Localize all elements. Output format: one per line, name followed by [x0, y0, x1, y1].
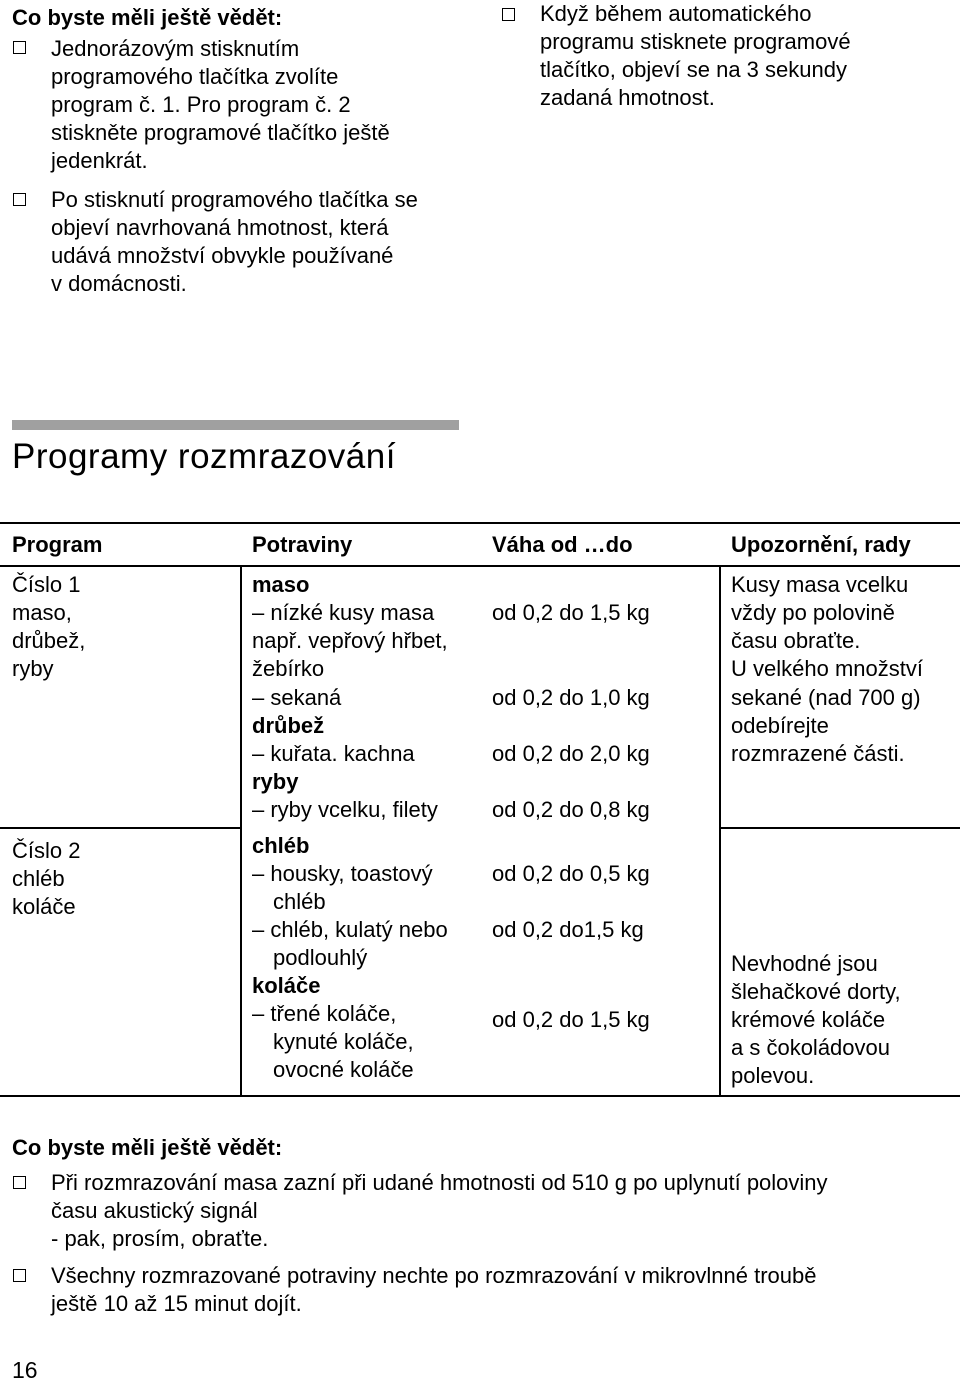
bottom-heading: Co byste měli ještě vědět: [12, 1135, 283, 1160]
food-item: – ryby vcelku, filety [252, 797, 438, 822]
weight-value: od 0,2 do 0,5 kg [492, 861, 650, 886]
row-divider [0, 827, 240, 829]
food-item: kynuté koláče, [273, 1029, 414, 1054]
bullet-line: objeví navrhovaná hmotnost, která [51, 215, 389, 240]
bullet-line: tlačítko, objeví se na 3 sekundy [540, 57, 847, 82]
program-cell: Číslo 1 [12, 572, 81, 597]
food-item: – chléb, kulatý nebo [252, 917, 448, 942]
bullet-line: času akustický signál [51, 1198, 258, 1223]
bullet-line: zadaná hmotnost. [540, 85, 715, 110]
bullet-line: v domácnosti. [51, 271, 187, 296]
tip-line: odebírejte [731, 713, 829, 738]
section-accent-bar [12, 420, 459, 430]
bullet-line: programu stisknete programové [540, 29, 851, 54]
bullet-line: jedenkrát. [51, 148, 148, 173]
bullet-line: Všechny rozmrazované potraviny nechte po rozmrazování v mikrovlnné troubě [51, 1263, 817, 1288]
section-title: Programy rozmrazování [12, 437, 396, 476]
tip-line: krémové koláče [731, 1007, 886, 1032]
weight-value: od 0,2 do 0,8 kg [492, 797, 650, 822]
tip-line: Nevhodné jsou [731, 951, 878, 976]
food-item: např. vepřový hřbet, [252, 628, 448, 653]
food-category: maso [252, 572, 310, 597]
food-item: chléb [273, 889, 326, 914]
tip-line: polevou. [731, 1063, 815, 1088]
tip-line: času obraťte. [731, 628, 861, 653]
tip-line: šlehačkové dorty, [731, 979, 901, 1004]
food-item: – nízké kusy masa [252, 600, 435, 625]
weight-value: od 0,2 do 1,5 kg [492, 600, 650, 625]
bullet-line: - pak, prosím, obraťte. [51, 1226, 269, 1251]
food-category: drůbež [252, 713, 325, 738]
weight-value: od 0,2 do 1,5 kg [492, 1007, 650, 1032]
tip-line: rozmrazené části. [731, 741, 905, 766]
tip-line: U velkého množství [731, 656, 923, 681]
program-cell: maso, [12, 600, 72, 625]
food-item: ovocné koláče [273, 1057, 414, 1082]
header-foods: Potraviny [252, 532, 353, 557]
checkbox-icon [13, 193, 26, 206]
bullet-line: Po stisknutí programového tlačítka se [51, 187, 418, 212]
bullet-line: Jednorázovým stisknutím [51, 36, 300, 61]
checkbox-icon [502, 8, 515, 21]
column-divider [240, 565, 242, 1096]
food-category: chléb [252, 833, 310, 858]
header-program: Program [12, 532, 103, 557]
tip-line: Kusy masa vcelku [731, 572, 909, 597]
top-heading: Co byste měli ještě vědět: [12, 5, 283, 30]
header-weight: Váha od …do [492, 532, 633, 557]
bullet-line: ještě 10 až 15 minut dojít. [51, 1291, 302, 1316]
column-divider [719, 565, 721, 1096]
checkbox-icon [13, 1176, 26, 1189]
food-item: – sekaná [252, 685, 342, 710]
table-header-rule [0, 565, 960, 567]
tip-line: sekané (nad 700 g) [731, 685, 921, 710]
weight-value: od 0,2 do 2,0 kg [492, 741, 650, 766]
food-item: žebírko [252, 656, 325, 681]
checkbox-icon [13, 1269, 26, 1282]
weight-value: od 0,2 do 1,0 kg [492, 685, 650, 710]
program-cell: chléb [12, 866, 65, 891]
page-number: 16 [12, 1357, 38, 1383]
bullet-line: Při rozmrazování masa zazní při udané hmotnosti od 510 g po uplynutí poloviny [51, 1170, 828, 1195]
header-tips: Upozornění, rady [731, 532, 911, 557]
food-category: koláče [252, 973, 321, 998]
food-item: podlouhlý [273, 945, 368, 970]
bullet-line: program č. 1. Pro program č. 2 [51, 92, 351, 117]
bullet-line: udává množství obvykle používané [51, 243, 394, 268]
food-item: – kuřata. kachna [252, 741, 415, 766]
checkbox-icon [13, 41, 26, 54]
tip-line: vždy po polovině [731, 600, 895, 625]
bullet-line: Když během automatického [540, 1, 812, 26]
bullet-line: stiskněte programové tlačítko ještě [51, 120, 390, 145]
food-item: – housky, toastový [252, 861, 433, 886]
weight-value: od 0,2 do1,5 kg [492, 917, 644, 942]
food-item: – třené koláče, [252, 1001, 397, 1026]
program-cell: ryby [12, 656, 54, 681]
food-category: ryby [252, 769, 299, 794]
program-cell: koláče [12, 894, 76, 919]
table-top-rule [0, 522, 960, 524]
table-bottom-rule [0, 1095, 960, 1097]
row-divider [720, 827, 960, 829]
program-cell: Číslo 2 [12, 838, 81, 863]
program-cell: drůbež, [12, 628, 86, 653]
bullet-line: programového tlačítka zvolíte [51, 64, 339, 89]
tip-line: a s čokoládovou [731, 1035, 890, 1060]
